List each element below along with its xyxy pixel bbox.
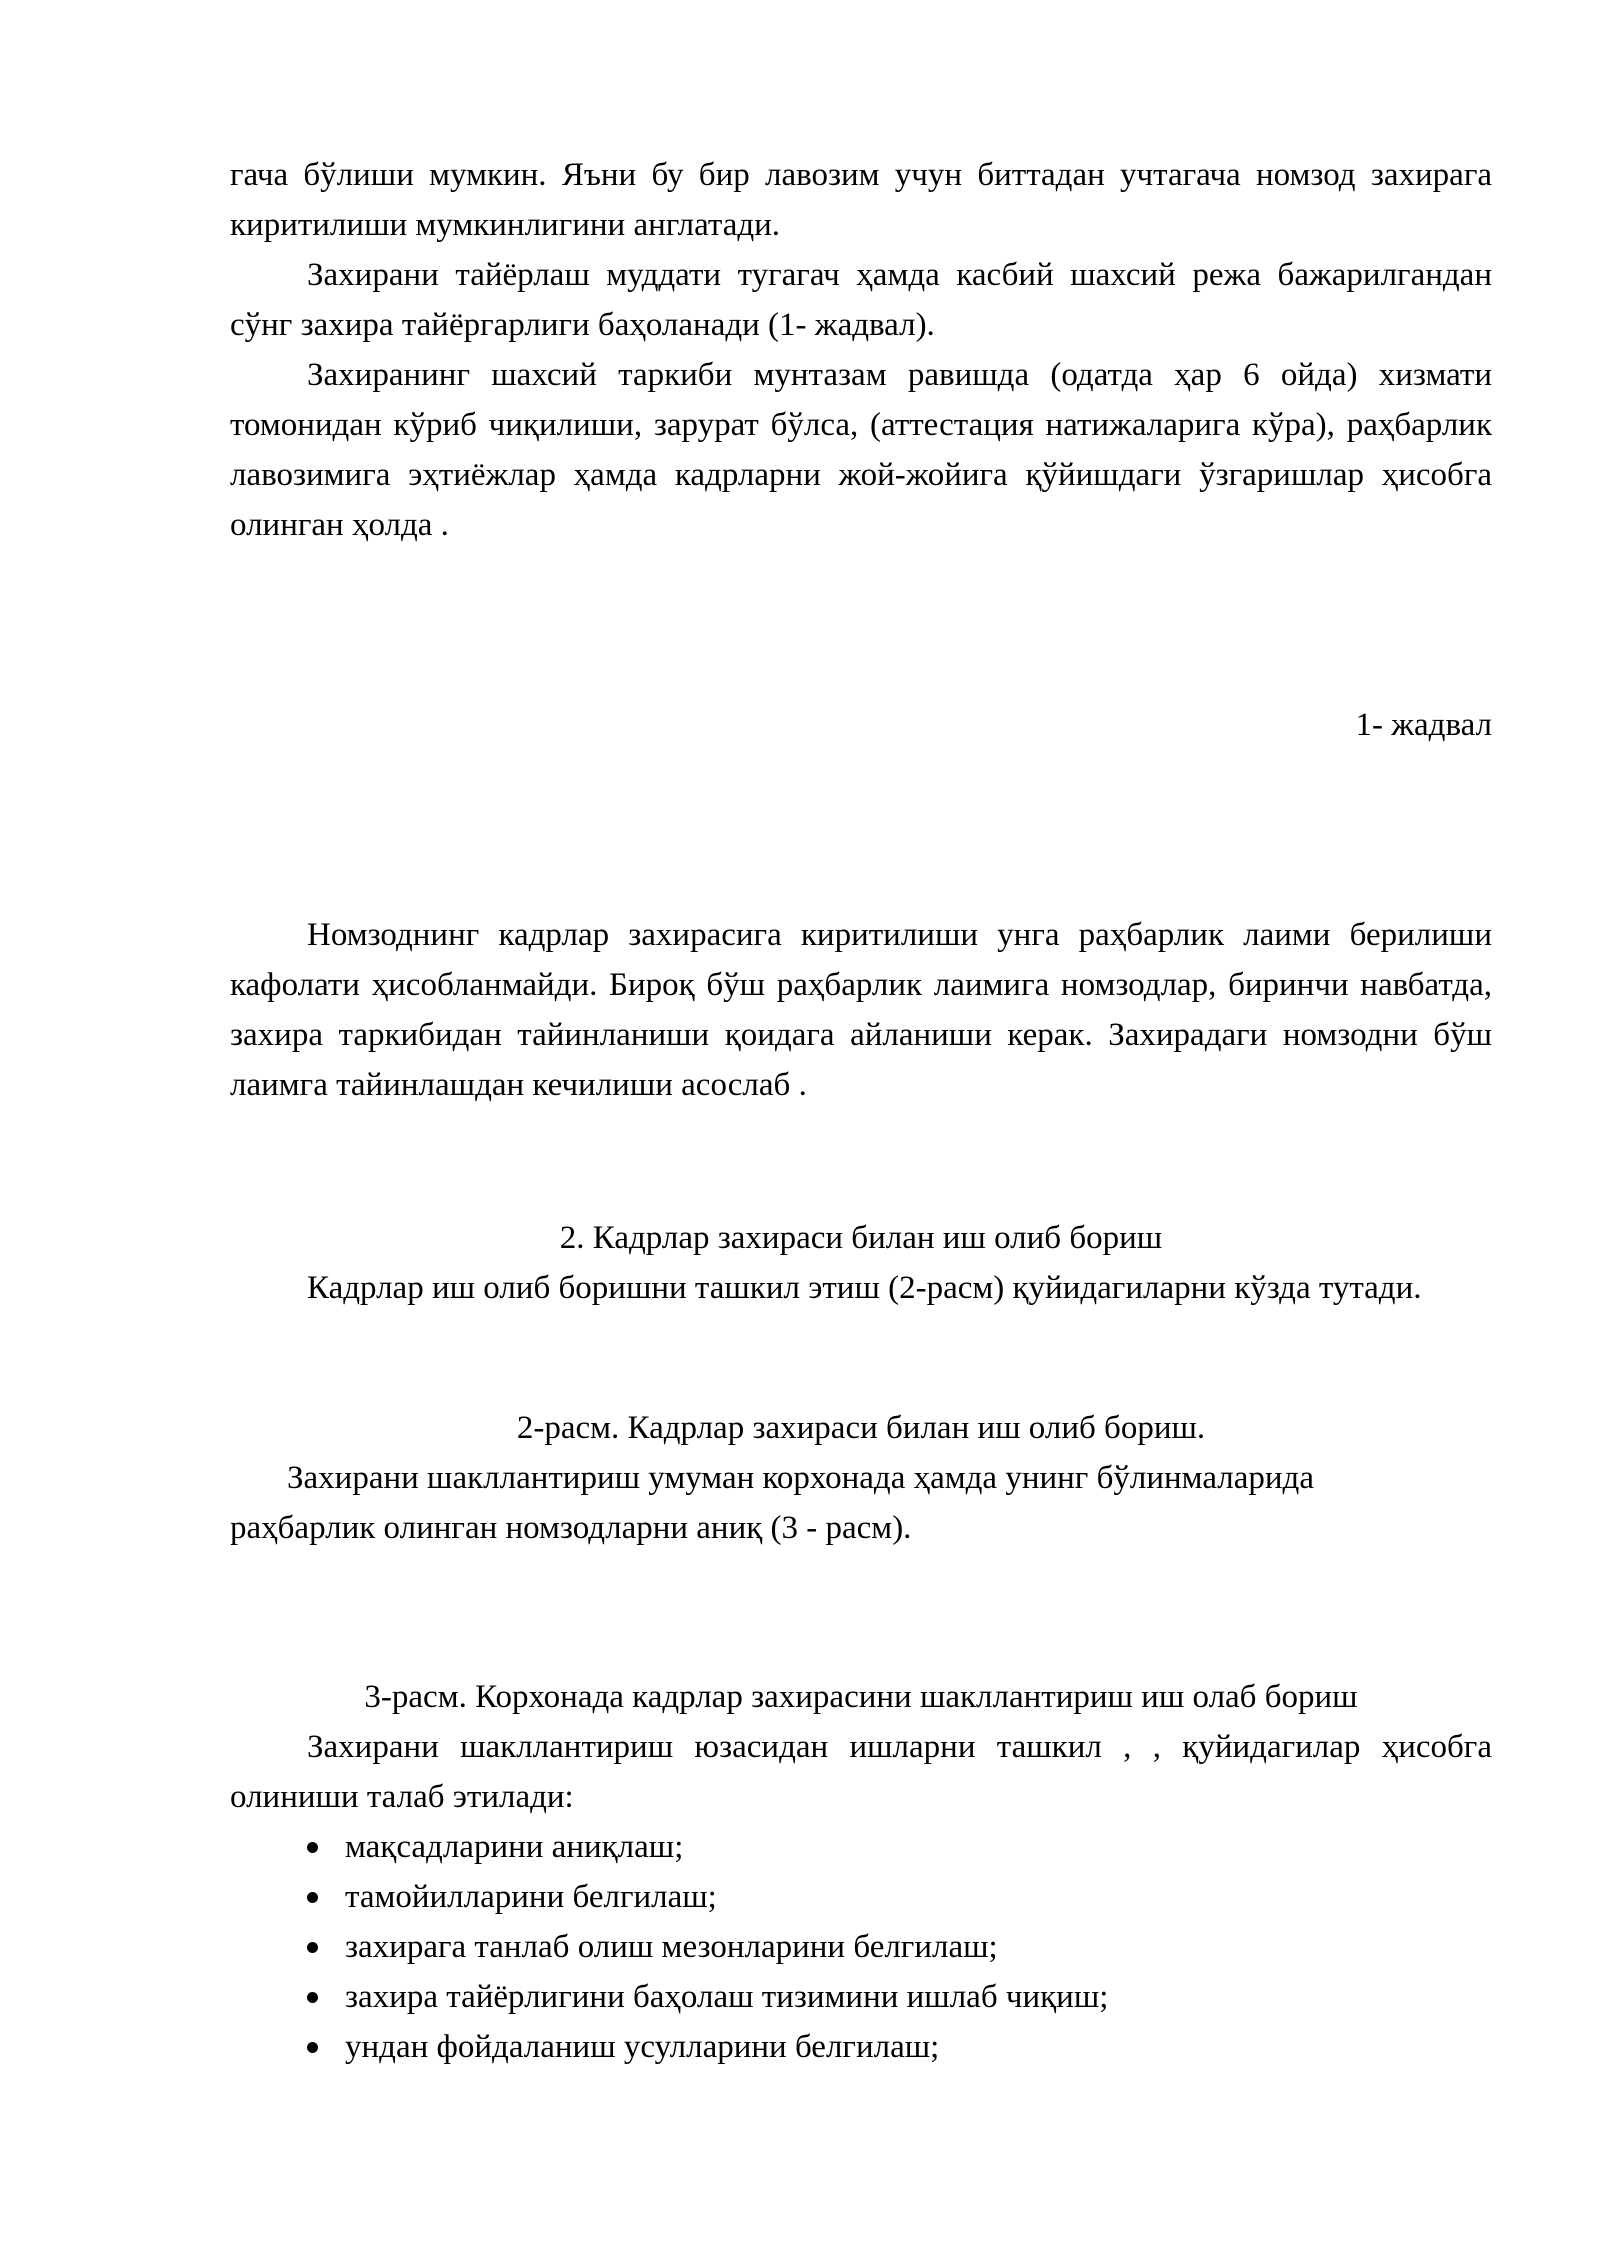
paragraph-reserve-formation-line1: Захирани шакллантириш умуман корхонада ҳамда унинг бўлинмаларида xyxy=(287,1460,1314,1496)
paragraph-reserve-formation-line2: раҳбарлик олинган номзодларни аниқ (3 - расм). xyxy=(230,1510,912,1546)
paragraph-reserve-assessment: Захирани тайёрлаш муддати тугагач ҳамда касбий шахсий режа бажарилгандан сўнг захира тайёргарлиги баҳоланади (1- жадвал). xyxy=(230,257,1492,343)
list-item: захирага танлаб олиш мезонларини белгилаш; xyxy=(230,1922,1492,1972)
list-item: захира тайёрлигини баҳолаш тизимини ишлаб чиқиш; xyxy=(230,1972,1492,2022)
paragraph-candidates-count: гача бўлиши мумкин. Яъни бу бир лавозим учун биттадан учтагача номзод захирага киритилиши мумкинлигини англатади. xyxy=(230,157,1492,243)
bullet-icon xyxy=(307,1992,318,2003)
figure-2-caption: 2-расм. Кадрлар захираси билан иш олиб бориш. xyxy=(516,1410,1206,1446)
bullet-icon xyxy=(307,1842,318,1853)
bullet-icon xyxy=(307,1892,318,1903)
requirements-list xyxy=(230,1822,1492,2072)
paragraph-work-organization: Кадрлар иш олиб боришни ташкил этиш (2-расм) қуйидагиларни кўзда тутади. xyxy=(307,1270,1422,1306)
list-item: мақсадларини аниқлаш; xyxy=(230,1822,1492,1872)
table-label: 1- жадвал xyxy=(1355,707,1492,743)
paragraph-reserve-review: Захиранинг шахсий таркиби мунтазам равишда (одатда ҳар 6 ойда) хизмати томонидан кўриб чиқилиши, зарурат бўлса, (аттестация натижаларига кўра), раҳбарлик лавозимига эҳтиёжлар ҳамда кадрларни жой-жойига қўйишдаги ўзгаришлар ҳисобга олинган ҳолда . xyxy=(230,357,1492,543)
bullet-icon xyxy=(307,1942,318,1953)
paragraph-reserve-guarantee: Номзоднинг кадрлар захирасига киритилиши унга раҳбарлик лаими берилиши кафолати ҳисобланмайди. Бироқ бўш раҳбарлик лаимига номзодлар, биринчи навбатда, захира таркибидан тайинланиши қоидага айланиши керак. Захирадаги номзодни бўш лаимга тайинлашдан кечилиши асослаб . xyxy=(230,917,1492,1103)
list-item: тамойилларини белгилаш; xyxy=(230,1872,1492,1922)
paragraph-requirements-intro: Захирани шакллантириш юзасидан ишларни ташкил , , қуйидагилар ҳисобга олиниши талаб этилади: xyxy=(230,1729,1492,1815)
bullet-icon xyxy=(307,2042,318,2053)
list-item: ундан фойдаланиш усулларини белгилаш; xyxy=(230,2022,1492,2072)
section-heading: 2. Кадрлар захираси билан иш олиб бориш xyxy=(559,1220,1163,1256)
figure-3-caption: 3-расм. Корхонада кадрлар захирасини шакллантириш иш олаб бориш xyxy=(364,1679,1358,1715)
